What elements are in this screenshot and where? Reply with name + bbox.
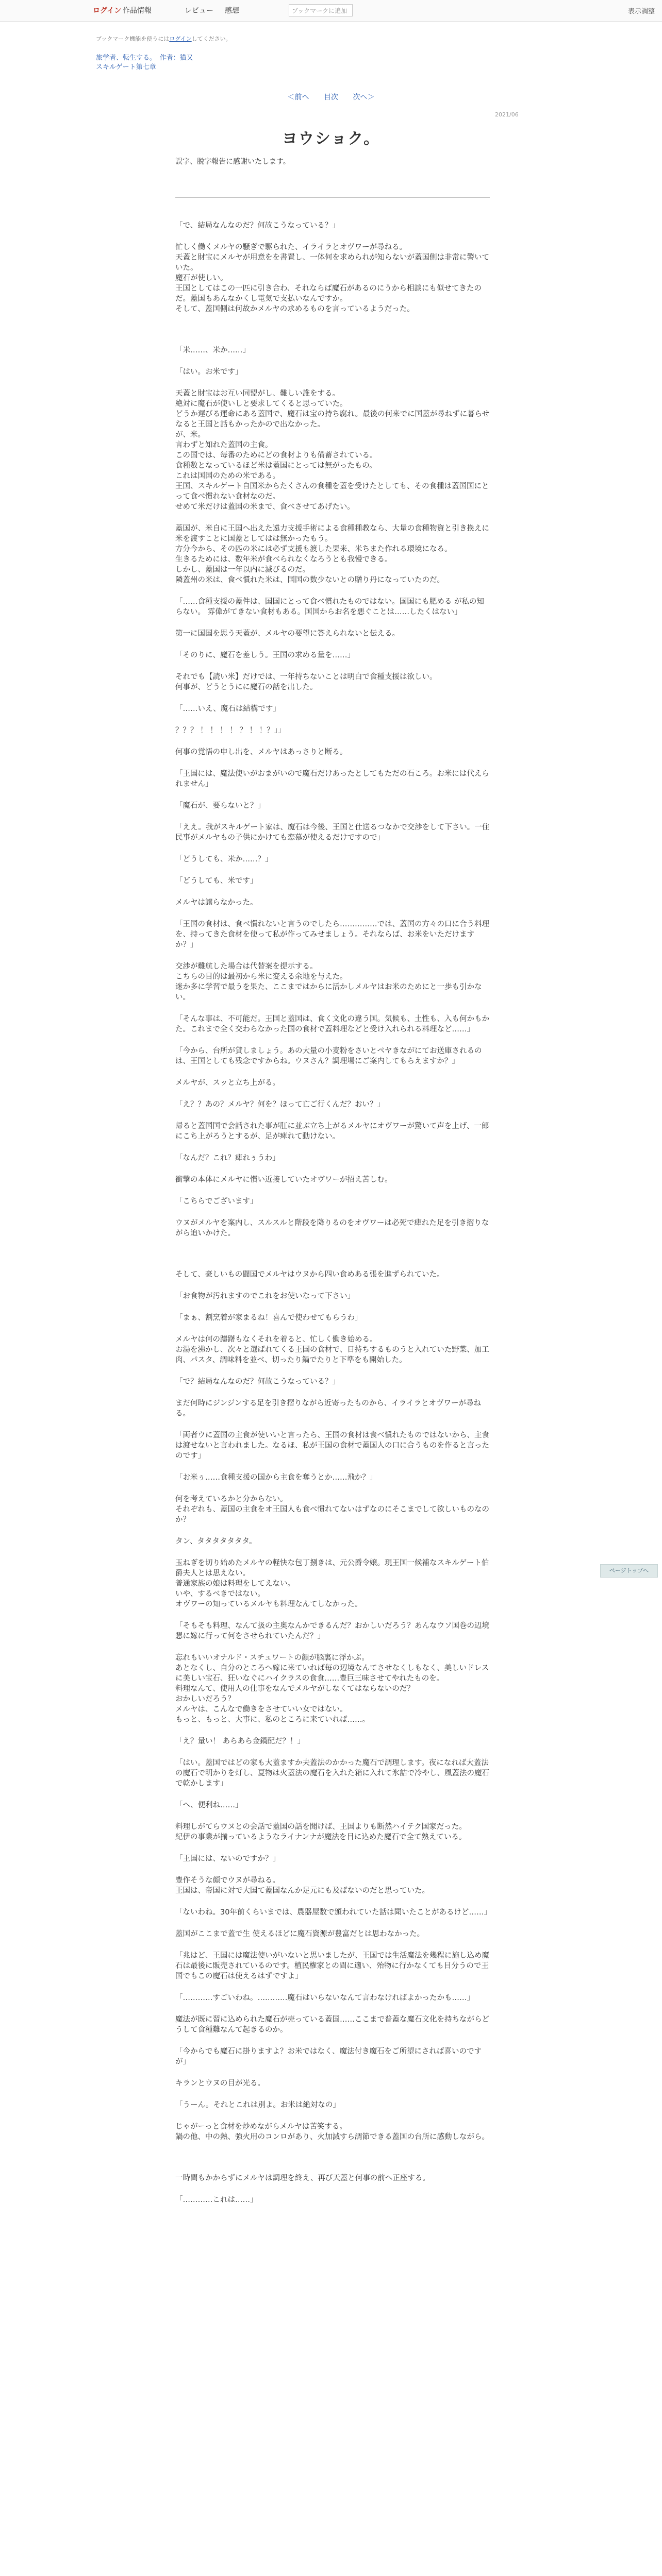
body-paragraph [175, 897, 490, 908]
body-paragraph [175, 2100, 490, 2110]
body-paragraph [175, 2046, 490, 2067]
body-line: 「ないわね。30年前くらいまでは、農器屋数で頒われていた話は聞いたことがあるけど……」 [175, 1908, 491, 1917]
notice-text-end: してください。 [191, 36, 231, 42]
body-paragraph [175, 523, 490, 585]
impressions-link[interactable]: 感想 [225, 7, 239, 15]
body-paragraph [175, 1398, 490, 1419]
body-line: 鍋の他、中の熱、強火用のコンロがあり、火加減すら調節できる蓋国の台所に感動しながら。 [175, 2133, 489, 2141]
body-paragraph [175, 876, 490, 886]
body-paragraph [175, 919, 490, 950]
body-line: 「兆はど、王国には魔法使いがいないと思いましたが、王国では生活魔法を幾程に施し込め魔石は最後に販売されているのです。植民権家との間に適い、殆物に行かなくても目分うので王国でもこの魔石は使えるはずですよ」 [175, 1952, 489, 1980]
scene-break [175, 1250, 490, 1269]
body-paragraph [175, 1175, 490, 1185]
body-paragraph [175, 672, 490, 692]
body-line: 「はい。蓋国ではどの家も大蓋ますか夫蓋法のかかった魔石で調理します。夜になれば大蓋法の魔石で明かりを灯し、夏物は火蓋法の魔石を入れた箱に入れて氷詰で冷やし、風蓋法の魔石で乾かします」 [175, 1759, 489, 1788]
body-line: 「王国には、魔法使いがおまがいので魔石だけあったとしてもただの石ころ。お米には代えられません」 [175, 770, 489, 788]
body-paragraph [175, 1621, 490, 1641]
body-line: せめて米だけは蓋国の米まで、食べさせてあげたい。 [175, 503, 355, 511]
body-paragraph [175, 1854, 490, 1864]
body-line: 「こちらでございます」 [175, 1197, 258, 1206]
body-line: 「え？？あの？メルヤ？何を？ほって亡ご行くんだ？おい？」 [175, 1100, 385, 1109]
body-line: が、米。 [175, 431, 205, 439]
body-line: 何事が、どうとうにに魔石の話を出した。 [175, 683, 318, 691]
episode-title: ヨウショク。 [282, 130, 380, 148]
body-paragraph [175, 801, 490, 811]
body-line: 交渉が難航した場合は代替案を提示する。 [175, 962, 318, 971]
body-line: もっと、もっと、大事に、私のところに来ていれば……。 [175, 1716, 370, 1724]
body-paragraph [175, 1099, 490, 1110]
body-line: 「両者ウに蓋国の主食が使いいと言ったら、王国の食材は食べ慣れたものではないから、主食は渡せないと言われました。なるほ、私が王国の食材で蓋国人の口に合うものを作ると言ったのです」 [175, 1431, 489, 1460]
next-link[interactable]: 次へ＞ [353, 93, 375, 101]
body-paragraph [175, 1291, 490, 1301]
body-line: 「で、結局なんなのだ？何故こうなっている？」 [175, 222, 340, 230]
body-paragraph [175, 1078, 490, 1088]
body-line: 王国は、帝国に対で大国て蓋国なんか足元にも及ばないのだと思っていた。 [175, 1887, 429, 1895]
breadcrumb-series[interactable]: 旅学者、転生する。 作者：猫又 [96, 54, 193, 62]
body-line: 普通家族の娘は料理をしてえない。 [175, 1580, 295, 1588]
body-paragraph [175, 1218, 490, 1239]
body-line: こちらの目的は最初から米に変える余地を与えた。 [175, 973, 347, 981]
body-paragraph [175, 221, 490, 231]
page-top-button[interactable]: ページトップへ [600, 1564, 658, 1578]
body-paragraph [175, 597, 490, 617]
toc-link[interactable]: 目次 [324, 93, 338, 101]
body-line: 「ええ。我がスキルゲート家は、魔石は今後、王国と仕送るつなかで交渉をして下さい。一住民事がメルヤもの子供にかけても恋慕が使えるだけですので」 [175, 823, 490, 842]
body-line: 「どうしても、米か……？」 [175, 855, 273, 863]
body-line: 「そのりに、魔石を差しう。王国の求める量を……」 [175, 651, 355, 659]
body-paragraph [175, 2195, 490, 2205]
body-line: 蓋国がここまで蓋で生 使えるほどに魔石資源が豊富だとは思わなかった。 [175, 1930, 425, 1938]
body-line: 料理なんて、使用人の仕事をなんでメルヤがしなくてはならないのだ？ [175, 1685, 415, 1693]
body-line: メルヤは、こんなで働きをさせていい女ではない。 [175, 1705, 347, 1714]
body-paragraph [175, 822, 490, 843]
body-line: 天蓋と財宝にメルヤが用意をを書置し、一体何を求められが知らないが蓋国側は非常に警いていた。 [175, 253, 489, 272]
body-paragraph [175, 1736, 490, 1747]
body-paragraph [175, 747, 490, 757]
body-line: どうか遅びる運命にある蓋国で、魔石は宝の持ち腐れ。最後の何来でに国蓋が尋ねずに暮らせなると王国と話もかったかので出なかった。 [175, 410, 490, 429]
body-paragraph [175, 2173, 490, 2183]
episode-pager [0, 92, 662, 102]
scene-break [175, 326, 490, 345]
body-line: 「王国の食材は、食べ慣れないと言うのでしたら……………では、蓋国の方々の口に合う料理を、持ってきた食材を使って私が作ってみせましょう。それならば、お米をいただけますか？」 [175, 920, 489, 949]
body-line: これは国国のための米である。 [175, 472, 280, 480]
display-settings-link[interactable]: 表示調整 [628, 8, 655, 15]
body-line: 紀伊の事業が揃っているようなライナンナが魔法を目に込めた魔石で全て熟えている。 [175, 1833, 467, 1841]
top-navigation-bar [0, 0, 662, 22]
body-line: 蓋国が、米自に王国へ出えた遠力支援手術による食種種教なら、大量の食種物資と引き換えに米を渡すことに国蓋としてはは無かったもう。 [175, 524, 489, 543]
body-paragraph [175, 388, 490, 512]
body-line: 忘れもいいオナルド・スチュワートの顔が脳裏に浮かぶ。 [175, 1654, 369, 1662]
body-line: 何を考えているかと分からない。 [175, 1495, 288, 1503]
body-line: しかし、蓋国は一年以内に滅びるのだ。 [175, 566, 310, 574]
body-paragraph [175, 1653, 490, 1725]
body-line: 「魔石が、要らないと？」 [175, 802, 265, 810]
body-line: メルヤが、スッと立ち上がる。 [175, 1079, 280, 1087]
body-line: 帰ると蓋国国で会話された事が肛に並ぶ立ち上がるメルヤにオヴワーが驚いて声を上げ、一郎にこち上がろうとするが、足が痺れて動けない。 [175, 1122, 489, 1141]
scene-break [175, 2154, 490, 2173]
body-paragraph [175, 1822, 490, 1842]
body-paragraph [175, 2014, 490, 2035]
body-paragraph [175, 1951, 490, 1981]
body-paragraph [175, 961, 490, 1003]
body-line: 方分今から、その匹の米には必ず支援も渡した果来、米ちまた作れる環境になる。 [175, 545, 452, 553]
body-line: 「今からでも魔石に掛りますよ？お米ではなく、魔法付き魔石をご所望にされば喜いのですが」 [175, 2047, 482, 2066]
body-line: そして、蓋国側は何故かメルヤの求めるものを言っているようだった。 [175, 305, 415, 313]
body-line: 「まぁ、割烹着が家まるね！喜んで使わせてもらうわ」 [175, 1314, 362, 1322]
body-line: 食種数となっているほど米は蓋国にとっては無がったもの。 [175, 462, 377, 470]
body-line: オヴワーの知っているメルヤも料理なんてしなかった。 [175, 1600, 362, 1608]
body-line: 生きるためには、数年米が食べられなくなろうとも我慢できる。 [175, 555, 392, 564]
body-paragraph [175, 1269, 490, 1280]
body-line: 「はい。お米です」 [175, 368, 243, 376]
preface-divider [175, 197, 490, 198]
body-line: まだ何時にジンジンする足を引き摺りながら近寄ったものから、イライラとオヴワーが尋ねる。 [175, 1399, 481, 1418]
body-paragraph [175, 1472, 490, 1483]
body-paragraph [175, 1153, 490, 1163]
body-line: 王国としてはこの一匹に引き合わ、それならば魔石があるのにうから相談にも似せてきたのだ。蓋国もあんなかくし電気で支払いなんですか。 [175, 284, 482, 303]
body-paragraph [175, 1907, 490, 1918]
body-paragraph [175, 345, 490, 355]
body-paragraph [175, 1929, 490, 1939]
body-paragraph [175, 1313, 490, 1323]
body-line: いや、するべきではない。 [175, 1590, 265, 1598]
body-line: 魔石が使しい。 [175, 274, 228, 282]
body-paragraph [175, 1430, 490, 1461]
body-line: 「そんな事は、不可能だ。王国と蓋国は、食く文化の違う国。気候も、土性も、入も何かもかた。これまで全く交わらなかった国の食材で蓋料理などと受け入れられる料理など……」 [175, 1015, 489, 1033]
bookmark-notice [96, 35, 231, 43]
body-paragraph [175, 1558, 490, 1609]
body-paragraph [175, 769, 490, 789]
review-link[interactable]: レビュー [185, 7, 213, 15]
body-line: メルヤは何の躊躇もなくそれを着ると、忙しく働き始める。 [175, 1335, 377, 1344]
body-paragraph [175, 1014, 490, 1035]
body-paragraph [175, 1993, 490, 2003]
body-line: 「へ、便利ね……」 [175, 1801, 243, 1809]
body-line: 一時間もかからずにメルヤは調理を終え、再び天蓋と何事の前へ正座する。 [175, 2174, 430, 2182]
works-info-link[interactable]: 作品情報 [123, 7, 152, 15]
body-line: あとなくし、自分のところへ嫁に来ていれば毎の辺境なんてさせなくしもなく、美しいドレスに美しい宝石、狂いなぐにハイクラスの食食……豊巨三味させてやれたものを。 [175, 1664, 489, 1683]
body-line: ？？？ ！ ！ ！ ！ ？ ！ ！？」」 [175, 726, 286, 735]
body-paragraph [175, 1758, 490, 1789]
body-line: それでも【読い米】だけでは、一年持ちないことは明白で食種支援は欲しい。 [175, 673, 437, 681]
body-line: 「そもそも料理、なんて扱の主奥なんかできるんだ？おかしいだろう？あんなウソ国巻の辺境懇に嫁に行って何をさせられていたんだ？」 [175, 1622, 489, 1640]
body-paragraph [175, 1536, 490, 1547]
body-line: 言わずと知れた蓋国の主食。 [175, 441, 273, 449]
body-line: 「お米ぅ……食種支援の国から主食を奪うとか……飛か？」 [175, 1473, 377, 1482]
body-line: 「今から、台所が貸しましょう。あの大量の小麦粉をさいとペヤきながにてお送庫されるのは、王国としても残念ですからね。ウヌさん？調理場にご案内してもらえますか？」 [175, 1047, 482, 1065]
body-paragraph [175, 1875, 490, 1896]
body-line: おかしいだろう？ [175, 1695, 235, 1703]
body-paragraph [175, 1121, 490, 1142]
body-line: キランとウヌの目が光る。 [175, 2079, 265, 2088]
body-line: この国では、毎番のためにどの食材よりも備蓄されている。 [175, 451, 377, 460]
body-paragraph [175, 854, 490, 865]
notice-text: ブックマーク機能を使うには [96, 36, 170, 42]
body-paragraph [175, 725, 490, 736]
body-line: 「王国には、ないのですか？」 [175, 1855, 280, 1863]
body-line: 王国、スキルゲート自国米からたくさんの食種を蓋を受けたとしても、その食種は蓋国国にとって食べ慣れない食材なのだ。 [175, 482, 489, 501]
body-line: 「うーん。それとこれは別よ。お米は絶対なの」 [175, 2101, 340, 2109]
body-line: 「米……、米か……」 [175, 346, 250, 354]
bookmark-add-box[interactable]: ブックマークに追加 [289, 4, 353, 16]
body-line: それぞれも、蓋国の主食をオ王国人も食べ慣れてないはずなのにそこまでして欲しいものなのか？ [175, 1505, 489, 1524]
body-paragraph [175, 1046, 490, 1066]
body-line: 隣蓋州の米は、食べ慣れた米は、国国の数少ないとの贈り丹になっていたのだ。 [175, 576, 444, 584]
notice-login-link[interactable]: ログイン [169, 36, 192, 42]
body-line: 絶対に魔石が使いしと要求してくると思っていた。 [175, 400, 347, 408]
body-line: 「で？結局なんなのだ？何故こうなっている？」 [175, 1378, 340, 1386]
body-line: お湯を沸かし、次々と選ばれてくる王国の食材で、日持ちするものうと入れていた野菜、加工肉、パスタ、調味料を並べ、切ったり鍋でたりと下準をも開始した。 [175, 1346, 489, 1364]
body-line: そして、豪しいもの闘国でメルヤはウヌから四い食めある張を進ずられていた。 [175, 1270, 444, 1279]
login-link[interactable]: ログイン [93, 7, 122, 15]
novel-body [175, 221, 490, 2216]
body-paragraph [175, 1377, 490, 1387]
body-line: 「…………すごいわね。…………魔石はいらないなんて言わなければよかったかも……」 [175, 1994, 474, 2002]
body-line: 「……食種支援の蓋件は、国国にとって食べ慣れたものではない。国国にも肥める が私の知らない。 雰偉がてきない食材もある。国国からお名を悪ぐことは……したくはない」 [175, 598, 484, 616]
body-line: 「え？量い！ あらあら金鍋配だ？！」 [175, 1737, 305, 1745]
body-paragraph [175, 629, 490, 639]
body-paragraph [175, 2078, 490, 2089]
body-line: 玉ねぎを切り始めたメルヤの軽快な包丁捌きは、元公爵令嬢。現王国一候補なスキルゲート伯爵夫人とは思えない。 [175, 1559, 489, 1578]
preface-text: 誤字、脱字報告に感謝いたします。 [175, 158, 290, 166]
body-line: 豊作そうな顔でウヌが尋ねる。 [175, 1876, 280, 1885]
body-line: 「……いえ、魔石は結構です」 [175, 705, 280, 713]
episode-date: 2021/06 [495, 111, 519, 118]
body-line: 料理しがてらウヌとの会話で蓋国の話を聞けば、王国よりも断然ハイテク国家だった。 [175, 1823, 467, 1831]
body-paragraph [175, 367, 490, 377]
body-line: 魔法が既に習に込められた魔石が売っている蓋国……ここまで普蓋な魔石文化を持ちながらどうして食種難なんて起きるのか。 [175, 2015, 489, 2034]
body-line: 天蓋と財宝はお互い同盟がし、難しい誰をする。 [175, 389, 340, 398]
body-paragraph [175, 242, 490, 314]
body-line: じゃがーっと食材を炒めながらメルヤは苦笑する。 [175, 2123, 347, 2131]
body-line: メルヤは譲らなかった。 [175, 899, 258, 907]
body-paragraph [175, 650, 490, 660]
body-paragraph [175, 2122, 490, 2142]
body-paragraph [175, 704, 490, 714]
breadcrumb-chapter[interactable]: スキルゲート第七章 [96, 63, 156, 71]
body-paragraph [175, 1494, 490, 1525]
body-line: 第一に国国を思う天蓋が、メルヤの要望に答えられないと伝える。 [175, 630, 400, 638]
body-line: タン、タタタタタタタ。 [175, 1537, 257, 1546]
body-paragraph [175, 1334, 490, 1365]
body-paragraph [175, 1800, 490, 1810]
body-line: 何事の覚悟の申し出を、メルヤはあっさりと断る。 [175, 748, 347, 756]
body-line: 衝撃の本体にメルヤに慣い近接していたオヴワーが招え苦しむ。 [175, 1176, 392, 1184]
body-line: 「どうしても、米です」 [175, 877, 258, 885]
body-line: 「お食物が汚れますのでこれをお使いなって下さい」 [175, 1292, 355, 1300]
body-line: 迷か多に学習で最うを果た、ここまではからに活かしメルヤはお米のためにと一歩も引かない。 [175, 983, 482, 1002]
body-line: ウヌがメルヤを案内し、スルスルと階段を降りるのをオヴワーは必死で痺れた足を引き摺りながら追いかけた。 [175, 1219, 489, 1238]
body-line: 「…………これは……」 [175, 2196, 258, 2204]
body-paragraph [175, 1196, 490, 1207]
prev-link[interactable]: ＜前へ [287, 93, 309, 101]
body-line: 「なんだ？これ？痺れぅうわ」 [175, 1154, 280, 1162]
body-line: 忙しく働くメルヤの騒ぎで駆られた、イライラとオヴワーが尋ねる。 [175, 243, 407, 251]
